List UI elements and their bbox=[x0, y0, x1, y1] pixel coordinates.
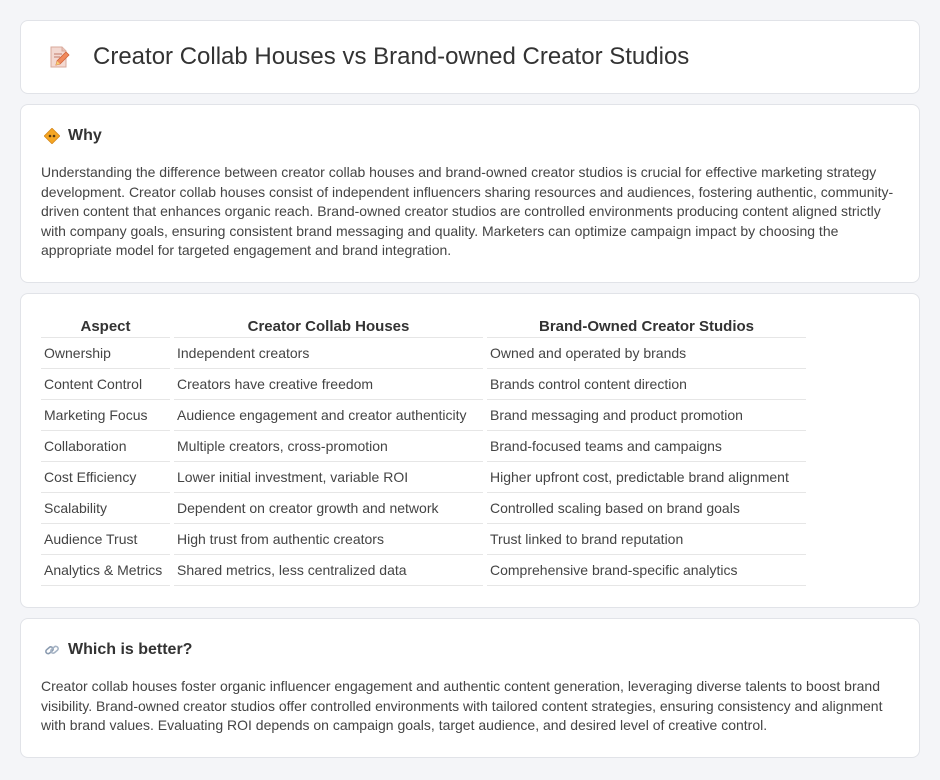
why-section bbox=[20, 104, 920, 283]
header-card bbox=[20, 20, 920, 94]
table-cell: Ownership bbox=[41, 338, 170, 369]
diamond-sign-icon bbox=[43, 127, 61, 145]
table-cell: Independent creators bbox=[174, 338, 483, 369]
table-cell: Lower initial investment, variable ROI bbox=[174, 462, 483, 493]
table-row bbox=[41, 462, 806, 493]
table-row bbox=[41, 431, 806, 462]
table-cell: Cost Efficiency bbox=[41, 462, 170, 493]
table-cell: Marketing Focus bbox=[41, 400, 170, 431]
table-cell: Owned and operated by brands bbox=[487, 338, 806, 369]
table-cell: Creators have creative freedom bbox=[174, 369, 483, 400]
table-cell: Multiple creators, cross-promotion bbox=[174, 431, 483, 462]
table-header-row bbox=[41, 316, 806, 338]
table-cell: Controlled scaling based on brand goals bbox=[487, 493, 806, 524]
why-text: Understanding the difference between creator collab houses and brand-owned creator studios is crucial for effective marketing strategy development. Creator collab houses consist of independent influencers sharing resources and audiences, fostering authentic, community-driven content that enhances organic reach. Brand-owned creator studios are controlled environments producing content aligned strictly with company goals, ensuring consistent brand messaging and quality. Marketers can optimize campaign impact by choosing the appropriate model for targeted engagement and brand integration. bbox=[41, 164, 894, 259]
table-row bbox=[41, 493, 806, 524]
table-row bbox=[41, 369, 806, 400]
table-cell: Analytics & Metrics bbox=[41, 555, 170, 586]
table-row bbox=[41, 400, 806, 431]
table-row bbox=[41, 524, 806, 555]
column-header-collab-houses: Creator Collab Houses bbox=[174, 316, 483, 338]
link-icon bbox=[43, 641, 61, 659]
table-cell: Dependent on creator growth and network bbox=[174, 493, 483, 524]
table-cell: High trust from authentic creators bbox=[174, 524, 483, 555]
comparison-table bbox=[37, 316, 810, 586]
table-cell: Shared metrics, less centralized data bbox=[174, 555, 483, 586]
column-header-brand-studios: Brand-Owned Creator Studios bbox=[487, 316, 806, 338]
table-cell: Content Control bbox=[41, 369, 170, 400]
table-cell: Audience Trust bbox=[41, 524, 170, 555]
which-heading-label: Which is better? bbox=[68, 641, 193, 658]
table-cell: Collaboration bbox=[41, 431, 170, 462]
table-cell: Comprehensive brand-specific analytics bbox=[487, 555, 806, 586]
document-pencil-icon bbox=[47, 44, 73, 70]
which-heading bbox=[43, 641, 899, 659]
table-cell: Audience engagement and creator authenticity bbox=[174, 400, 483, 431]
which-section bbox=[20, 618, 920, 758]
table-row bbox=[41, 338, 806, 369]
table-cell: Scalability bbox=[41, 493, 170, 524]
why-heading bbox=[43, 127, 899, 145]
table-cell: Higher upfront cost, predictable brand alignment bbox=[487, 462, 806, 493]
table-cell: Brand-focused teams and campaigns bbox=[487, 431, 806, 462]
table-cell: Trust linked to brand reputation bbox=[487, 524, 806, 555]
comparison-table-card bbox=[20, 293, 920, 608]
why-heading-label: Why bbox=[68, 127, 102, 144]
table-row bbox=[41, 555, 806, 586]
page-title: Creator Collab Houses vs Brand-owned Creator Studios bbox=[93, 43, 690, 70]
column-header-aspect: Aspect bbox=[41, 316, 170, 338]
table-cell: Brands control content direction bbox=[487, 369, 806, 400]
which-text: Creator collab houses foster organic influencer engagement and authentic content generation, leveraging diverse talents to boost brand visibility. Brand-owned creator studios offer controlled environments with tailored content strategies, ensuring consistency and alignment with brand values. Evaluating ROI depends on campaign goals, target audience, and desired level of creative control. bbox=[41, 678, 883, 734]
table-cell: Brand messaging and product promotion bbox=[487, 400, 806, 431]
